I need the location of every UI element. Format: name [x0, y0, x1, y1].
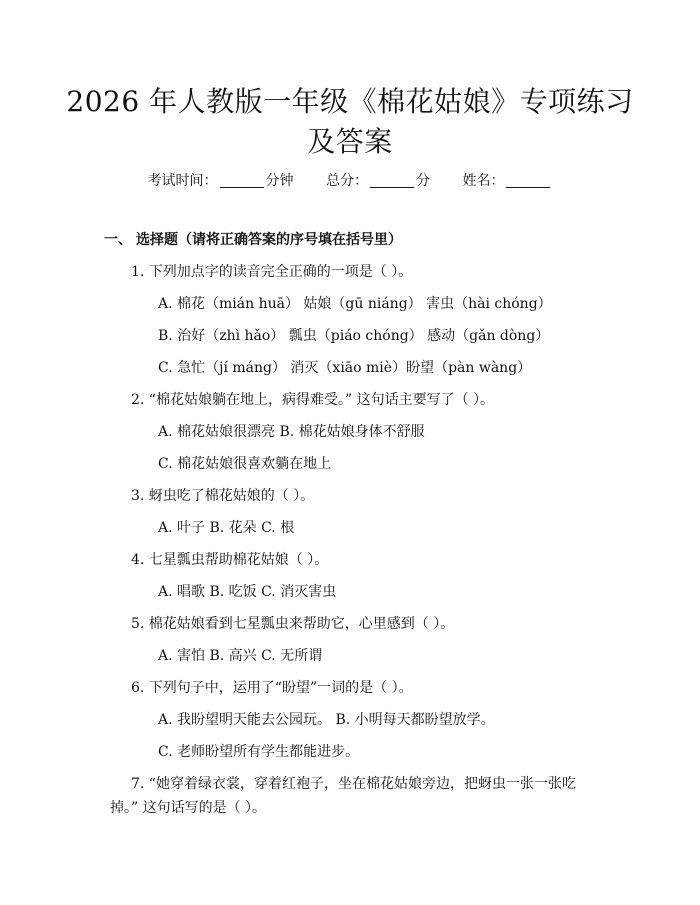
document-title-line1: 2026 年人教版一年级《棉花姑娘》专项练习: [66, 85, 634, 118]
question-5: 5. 棉花姑娘看到七星瓢虫来帮助它，心里感到（ ）。: [131, 616, 455, 632]
question-6-option-c: C. 老师盼望所有学生都能进步。: [158, 744, 360, 760]
section-title: 选择题（请将正确答案的序号填在括号里）: [136, 232, 402, 248]
question-7-continued: 掉。” 这句话写的是（ ）。: [110, 800, 267, 816]
question-1-option-c: C. 急忙（jí máng） 消灭（xiāo miè）盼望（pàn wàng）: [158, 360, 532, 376]
question-3: 3. 蚜虫吃了棉花姑娘的（ ）。: [131, 488, 315, 504]
question-4-options: A. 唱歌 B. 吃饭 C. 消灭害虫: [158, 584, 337, 600]
student-name-label: 姓名：: [462, 173, 505, 189]
question-4: 4. 七星瓢虫帮助棉花姑娘（ ）。: [131, 552, 329, 568]
question-3-options: A. 叶子 B. 花朵 C. 根: [158, 520, 295, 536]
total-score-field: [326, 170, 430, 190]
question-6-options-ab: A. 我盼望明天能去公园玩。 B. 小明每天都盼望放学。: [158, 712, 495, 728]
total-score-label: 总分：: [326, 173, 368, 189]
question-1-option-b: B. 治好（zhì hǎo） 瓢虫（piáo chóng） 感动（gǎn dòng）: [158, 328, 550, 344]
question-2: 2. “棉花姑娘躺在地上，病得难受。” 这句话主要写了（ ）。: [131, 392, 495, 408]
exam-time-blank: [220, 173, 264, 188]
exam-time-unit: 分钟: [265, 173, 294, 189]
question-2-option-c: C. 棉花姑娘很喜欢躺在地上: [158, 456, 332, 472]
exam-time-label: 考试时间：: [147, 173, 218, 189]
student-name-field: [462, 170, 552, 190]
question-6: 6. 下列句子中，运用了“盼望”一词的是（ ）。: [131, 680, 413, 696]
student-name-blank: [506, 173, 550, 188]
question-1: 1. 下列加点字的读音完全正确的一项是（ ）。: [131, 264, 413, 280]
question-7: 7. “她穿着绿衣裳，穿着红袍子，坐在棉花姑娘旁边，把蚜虫一张一张吃: [131, 776, 576, 792]
section-number: 一、: [104, 232, 132, 248]
question-2-options-ab: A. 棉花姑娘很漂亮 B. 棉花姑娘身体不舒服: [158, 424, 425, 440]
question-5-options: A. 害怕 B. 高兴 C. 无所谓: [158, 648, 323, 664]
exam-time-field: [148, 170, 294, 190]
total-score-blank: [370, 173, 414, 188]
section-heading: [104, 230, 402, 250]
document-title-line2: 及答案: [307, 125, 393, 158]
total-score-unit: 分: [416, 173, 430, 189]
exam-info-row: [0, 170, 700, 190]
question-1-option-a: A. 棉花（mián huā） 姑娘（gū niáng） 害虫（hài chóng）: [158, 296, 552, 312]
